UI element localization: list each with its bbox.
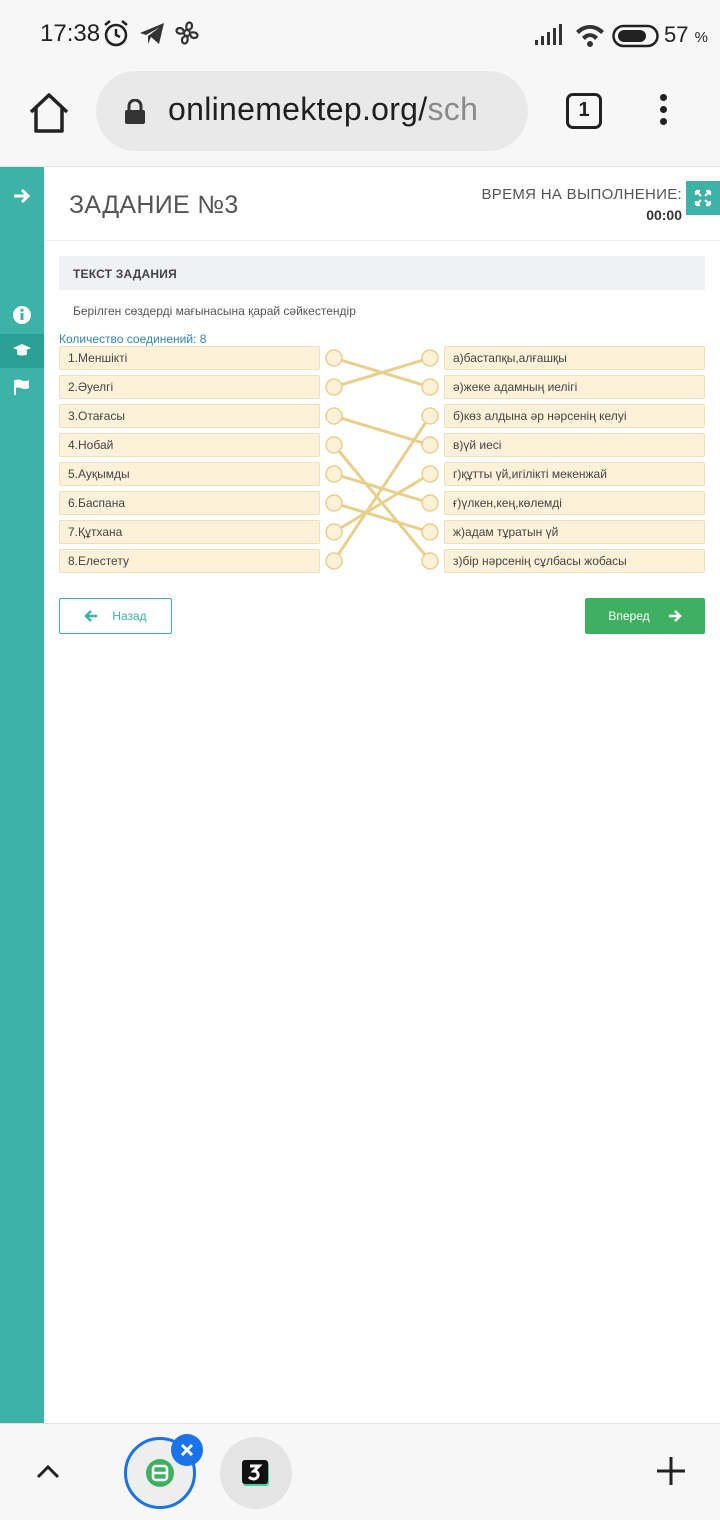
right-item[interactable]: ғ)үлкен,кең,көлемді (444, 491, 705, 515)
right-item[interactable]: ә)жеке адамның иелігі (444, 375, 705, 399)
left-item[interactable]: 7.Құтхана (59, 520, 320, 544)
telegram-icon (138, 18, 166, 53)
right-connector[interactable] (422, 553, 438, 569)
close-icon (179, 1442, 195, 1458)
url-faded: sch (427, 91, 479, 127)
graduation-cap-icon (12, 343, 32, 359)
app-logo-icon (241, 1458, 271, 1488)
left-connector[interactable] (326, 495, 342, 511)
browser-bottom-bar (0, 1423, 720, 1520)
right-connector[interactable] (422, 408, 438, 424)
signal-icon (534, 24, 562, 51)
right-item[interactable]: а)бастапқы,алғашқы (444, 346, 705, 370)
right-item[interactable]: ж)адам тұратын үй (444, 520, 705, 544)
home-button[interactable] (26, 90, 72, 136)
tab-thumbnail[interactable] (220, 1437, 292, 1509)
battery-text (664, 22, 708, 48)
right-connector[interactable] (422, 350, 438, 366)
expand-icon (694, 189, 712, 207)
left-item[interactable]: 6.Баспана (59, 491, 320, 515)
sidebar (0, 167, 44, 1423)
tab-switcher-button[interactable]: 1 (566, 93, 602, 129)
left-item[interactable]: 3.Отағасы (59, 404, 320, 428)
task-instruction: Берілген сөздерді мағынасына қарай сәйкестендір (73, 304, 356, 318)
lock-icon (124, 99, 146, 130)
url-main: onlinemektep.org/ (168, 91, 428, 127)
next-label: Вперед (608, 609, 650, 623)
left-connector[interactable] (326, 524, 342, 540)
tab-thumbnail-active[interactable] (124, 1437, 196, 1509)
left-connector[interactable] (326, 553, 342, 569)
page-title: ЗАДАНИЕ №3 (69, 191, 239, 219)
right-item[interactable]: з)бір нәрсенің сұлбасы жобасы (444, 549, 705, 573)
menu-dot-icon (660, 106, 667, 113)
back-button[interactable] (59, 598, 172, 634)
flag-icon (13, 378, 31, 396)
match-line (334, 445, 430, 561)
task-header (44, 167, 720, 241)
left-item[interactable]: 5.Ауқымды (59, 462, 320, 486)
plus-icon (654, 1454, 688, 1488)
sidebar-item-flag[interactable] (0, 370, 44, 404)
sidebar-toggle[interactable] (0, 179, 44, 213)
battery-percent: 57 (664, 22, 689, 47)
time-value: 00:00 (646, 207, 682, 223)
battery-unit: % (694, 29, 708, 46)
left-connector[interactable] (326, 379, 342, 395)
new-tab-button[interactable] (654, 1454, 688, 1493)
task-text-header (59, 256, 705, 290)
match-line (334, 358, 430, 387)
right-connector[interactable] (422, 466, 438, 482)
match-line (334, 503, 430, 532)
right-connector[interactable] (422, 495, 438, 511)
match-line (334, 416, 430, 561)
task-heading: ТЕКСТ ЗАДАНИЯ (73, 267, 177, 281)
status-bar (0, 0, 720, 70)
left-connector[interactable] (326, 466, 342, 482)
left-item[interactable]: 4.Нобай (59, 433, 320, 457)
right-connector[interactable] (422, 437, 438, 453)
battery-icon (612, 24, 660, 53)
menu-dot-icon (660, 94, 667, 101)
more-menu-button[interactable] (660, 94, 668, 128)
app-logo-icon (145, 1458, 175, 1488)
left-connector[interactable] (326, 350, 342, 366)
right-connector[interactable] (422, 524, 438, 540)
match-line (334, 474, 430, 503)
menu-dot-icon (660, 118, 667, 125)
left-item[interactable]: 2.Әуелгі (59, 375, 320, 399)
home-icon (26, 90, 72, 136)
fullscreen-button[interactable] (686, 181, 720, 215)
url-bar[interactable] (96, 71, 528, 151)
back-label: Назад (112, 609, 147, 623)
left-item[interactable]: 8.Елестету (59, 549, 320, 573)
expand-up-button[interactable] (34, 1458, 62, 1491)
status-time: 17:38 (40, 20, 101, 47)
arrow-right-icon (668, 610, 682, 622)
next-button[interactable] (585, 598, 705, 634)
chevron-up-icon (34, 1458, 62, 1486)
match-line (334, 358, 430, 387)
fan-icon (172, 18, 202, 53)
right-item[interactable]: б)көз алдына әр нәрсенің келуі (444, 404, 705, 428)
left-connector[interactable] (326, 437, 342, 453)
match-line (334, 474, 430, 532)
left-connector[interactable] (326, 408, 342, 424)
browser-toolbar (0, 70, 720, 167)
url-text (168, 91, 478, 128)
info-icon (12, 305, 32, 325)
arrow-right-icon (13, 188, 31, 204)
connections-count: Количество соединений: 8 (59, 332, 207, 346)
close-tab-button[interactable] (171, 1434, 203, 1466)
right-item[interactable]: в)үй иесі (444, 433, 705, 457)
time-label: ВРЕМЯ НА ВЫПОЛНЕНИЕ: (481, 186, 682, 203)
arrow-left-icon (84, 610, 98, 622)
left-item[interactable]: 1.Меншікті (59, 346, 320, 370)
match-line (334, 416, 430, 445)
wifi-icon (574, 22, 606, 53)
sidebar-item-lessons[interactable] (0, 334, 44, 368)
right-item[interactable]: г)құтты үй,игілікті мекенжай (444, 462, 705, 486)
alarm-icon (102, 18, 130, 53)
sidebar-item-info[interactable] (0, 298, 44, 332)
right-connector[interactable] (422, 379, 438, 395)
